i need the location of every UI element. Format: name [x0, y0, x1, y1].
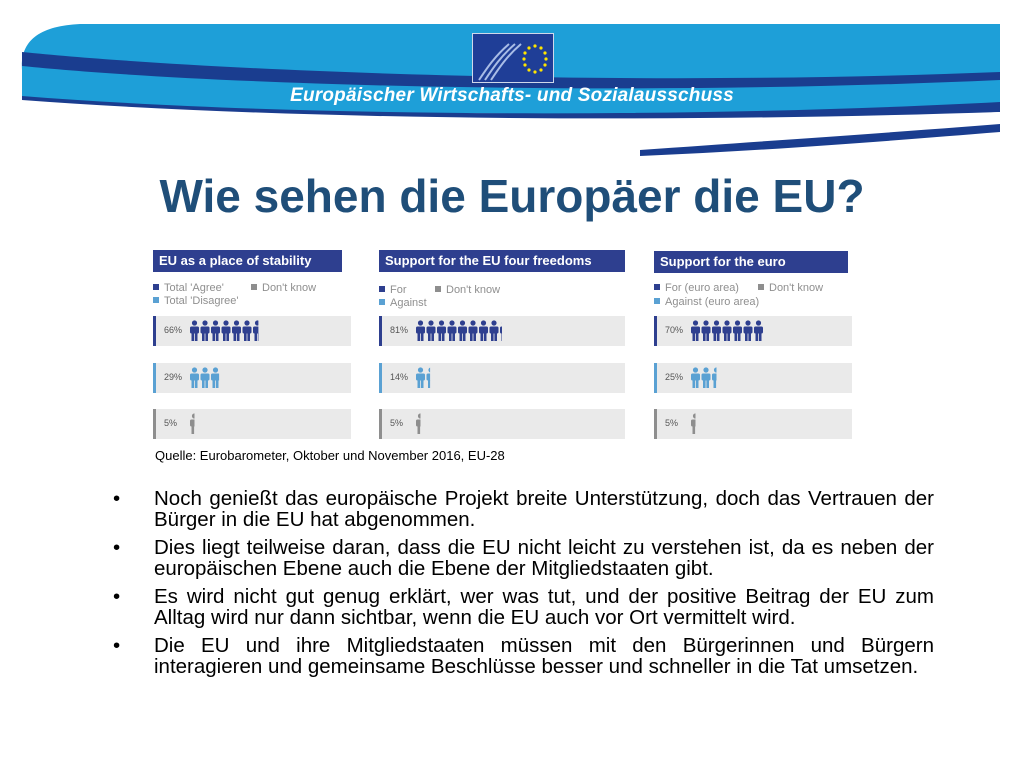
person-icon: [416, 320, 425, 341]
person-icon: [427, 320, 436, 341]
legend-item: [153, 295, 239, 307]
legend-swatch: [758, 284, 764, 290]
person-icon: [479, 320, 488, 341]
legend-label: Against (euro area): [665, 296, 760, 308]
legend-swatch: [153, 284, 159, 290]
person-icon: [427, 367, 436, 388]
person-icon: [490, 320, 499, 341]
person-icon: [754, 320, 763, 341]
data-label: 66%: [164, 325, 183, 335]
bar-accent: [379, 316, 382, 346]
bar-row: [654, 409, 852, 439]
bullet-item: [110, 488, 934, 530]
bullet-text: Noch genießt das europäische Projekt breite Unterstützung, doch das Vertrauen der Bürger in die EU hat abgenommen.: [154, 487, 934, 531]
bullet-item: [110, 586, 934, 628]
legend-swatch: [654, 284, 660, 290]
bullet-icon: •: [113, 585, 121, 608]
legend-label: Don't know: [262, 282, 317, 294]
bar-accent: [153, 409, 156, 439]
person-icons: [415, 367, 438, 389]
legend-label: Against: [390, 297, 427, 309]
person-icon: [469, 320, 478, 341]
person-icon: [190, 367, 199, 388]
person-icon: [243, 320, 252, 341]
person-icon: [702, 320, 711, 341]
bar-accent: [379, 409, 382, 439]
data-label: 14%: [390, 372, 409, 382]
legend-item: [379, 297, 427, 309]
bullet-list: [110, 488, 934, 684]
chart-panel-euro: [654, 250, 854, 442]
legend-label: Total 'Disagree': [164, 295, 239, 307]
bar-row: [379, 409, 625, 439]
person-icons: [415, 413, 428, 435]
bullet-icon: •: [113, 634, 121, 657]
person-icon: [702, 367, 711, 388]
bar-row: [379, 316, 625, 346]
person-icon: [733, 320, 742, 341]
person-icon: [416, 413, 425, 434]
person-icon: [744, 320, 753, 341]
bullet-icon: •: [113, 487, 121, 510]
data-label: 5%: [665, 418, 679, 428]
legend-item: [758, 282, 823, 294]
eu-stars-icon: [473, 34, 554, 83]
person-icon: [201, 367, 210, 388]
data-label: 5%: [390, 418, 404, 428]
legend-swatch: [379, 286, 385, 292]
legend-label: Don't know: [446, 284, 501, 296]
data-label: 5%: [164, 418, 178, 428]
chart-panel-stability: [153, 250, 353, 442]
eesc-logo: [472, 33, 554, 83]
legend-swatch: [379, 299, 385, 305]
source-note: Quelle: Eurobarometer, Oktober und November 2016, EU-28: [155, 448, 505, 463]
person-icons: [415, 320, 512, 342]
person-icons: [189, 320, 265, 342]
person-icon: [458, 320, 467, 341]
person-icon: [712, 367, 721, 388]
bar-accent: [654, 409, 657, 439]
person-icons: [690, 367, 724, 389]
bullet-text: Die EU und ihre Mitgliedstaaten müssen mit den Bürgerinnen und Bürgern interagieren und gemeinsame Beschlüsse besser und schneller in die Tat umsetzen.: [154, 634, 934, 678]
person-icon: [190, 320, 199, 341]
bar-accent: [654, 316, 657, 346]
bar-accent: [379, 363, 382, 393]
legend-swatch: [654, 298, 660, 304]
bar-accent: [654, 363, 657, 393]
person-icons: [189, 413, 202, 435]
person-icons: [690, 413, 703, 435]
bar-row: [153, 363, 351, 393]
data-label: 81%: [390, 325, 409, 335]
chart-title: Support for the EU four freedoms: [379, 250, 625, 272]
person-icons: [189, 367, 223, 389]
legend-item: [251, 282, 316, 294]
bullet-item: [110, 537, 934, 579]
legend-item: [379, 284, 407, 296]
person-icon: [500, 320, 509, 341]
person-icon: [190, 413, 199, 434]
bar-row: [379, 363, 625, 393]
legend-item: [654, 296, 759, 308]
person-icon: [201, 320, 210, 341]
legend-swatch: [251, 284, 257, 290]
bar-row: [153, 316, 351, 346]
person-icon: [222, 320, 231, 341]
data-label: 70%: [665, 325, 684, 335]
legend-swatch: [153, 297, 159, 303]
bullet-text: Es wird nicht gut genug erklärt, wer was tut, und der positive Beitrag der EU zum Alltag wird nur dann sichtbar, wenn die EU auch vor Ort vermittelt wird.: [154, 585, 934, 629]
chart-title: EU as a place of stability: [153, 250, 342, 272]
person-icon: [691, 413, 700, 434]
bullet-text: Dies liegt teilweise daran, dass die EU nicht leicht zu verstehen ist, da es neben der europäischen Ebene auch die Ebene der Mitgliedstaaten gibt.: [154, 536, 934, 580]
bar-row: [654, 316, 852, 346]
legend-label: Total 'Agree': [164, 282, 224, 294]
page-title: Wie sehen die Europäer die EU?: [159, 170, 865, 222]
person-icon: [232, 320, 241, 341]
person-icon: [253, 320, 262, 341]
bullet-item: [110, 635, 934, 677]
person-icon: [416, 367, 425, 388]
person-icon: [448, 320, 457, 341]
person-icon: [723, 320, 732, 341]
bullet-icon: •: [113, 536, 121, 559]
legend-label: For: [390, 284, 407, 296]
person-icon: [211, 320, 220, 341]
data-label: 25%: [665, 372, 684, 382]
person-icon: [437, 320, 446, 341]
person-icon: [691, 320, 700, 341]
banner-title: Europäischer Wirtschafts- und Sozialausschuss: [290, 85, 734, 106]
legend-item: [435, 284, 500, 296]
bar-row: [153, 409, 351, 439]
legend-item: [153, 282, 224, 294]
legend-label: Don't know: [769, 282, 824, 294]
chart-panel-freedoms: [379, 250, 627, 442]
legend-item: [654, 282, 739, 294]
person-icon: [211, 367, 220, 388]
data-label: 29%: [164, 372, 183, 382]
legend-swatch: [435, 286, 441, 292]
chart-title: Support for the euro: [654, 251, 848, 273]
bar-accent: [153, 363, 156, 393]
person-icon: [691, 367, 700, 388]
person-icon: [712, 320, 721, 341]
header-banner: [0, 0, 1024, 160]
bar-accent: [153, 316, 156, 346]
legend-label: For (euro area): [665, 282, 739, 294]
bar-row: [654, 363, 852, 393]
person-icons: [690, 320, 766, 342]
